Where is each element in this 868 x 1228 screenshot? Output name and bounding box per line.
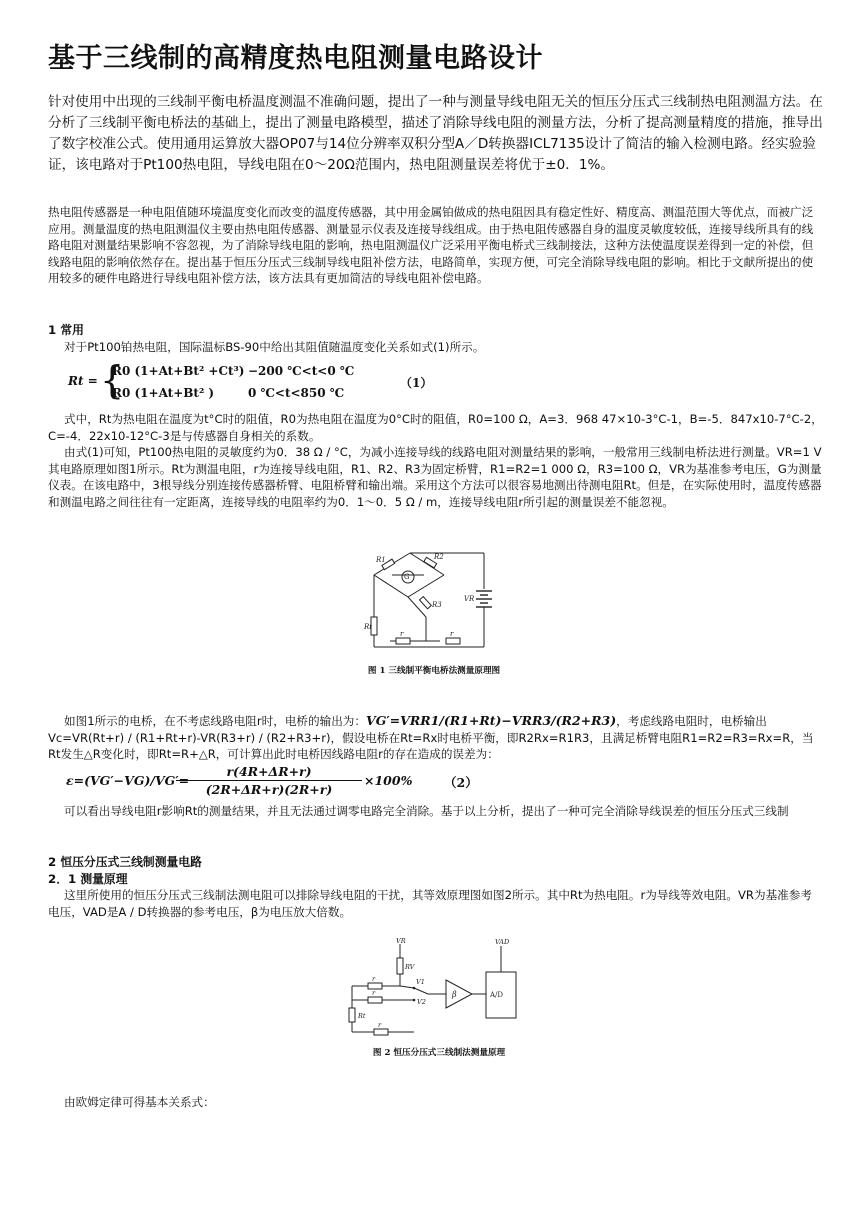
- section-1-para-3: 由式(1)可知，Pt100热电阻的灵敏度约为0．38 Ω / °C，为减小连接导线的线路电阻对测量结果的影响，一般常用三线制电桥法进行测量。VR=1 V其电路原理如图1所示。Rt为测温电阻，r为连接导线电阻，R1、R2、R3为固定桥臂，R1=R2=1 000 Ω，R3=100 Ω，VR为基准参考电压，G为测量仪表。在该电路中，3根导线分别连接传感器桥臂、电阻桥臂和输出端。采用这个方法可以很容易地测出待测电阻Rt。但是，在实际使用时，温度传感器和测温电路之间往往有一定距离，连接导线的电阻率约为0．1～0．5 Ω / m，连接导线电阻r所引起的测量误差不能忽视。: [48, 445, 822, 509]
- section-1-para-1: 对于Pt100铂热电阻，国际温标BS-90中给出其阻值随温度变化关系如式(1)所示。: [64, 339, 485, 354]
- section-2-para-1: 这里所使用的恒压分压式三线制法测电阻可以排除导线电阻的干扰，其等效原理图如图2所示。其中Rt为热电阻。r为导线等效电阻。VR为基准参考电压，VAD是A / D转换器的参考电压，β为电压放大倍数。: [48, 888, 812, 919]
- figure-2-label-vr: VR: [396, 937, 406, 945]
- equation-1: [66, 360, 466, 408]
- equation-1-brace: {: [100, 358, 125, 402]
- figure-2-label-r-3: r: [378, 1021, 382, 1029]
- equation-2-tail: ×100%: [364, 773, 413, 788]
- figure-2-label-rt: Rt: [358, 1012, 366, 1020]
- figure-1-label-r1: R1: [376, 556, 386, 564]
- section-1-para-2: 式中，Rt为热电阻在温度为t°C时的阻值，R0为热电阻在温度为0°C时的阻值，R0=100 Ω，A=3．968 47×10-3°C-1，B=-5．847x10-7°C-2，C=-4．22x10-12°C-3是与传感器自身相关的系数。: [48, 412, 823, 443]
- section-1-para-4-pre: 如图1所示的电桥，在不考虑线路电阻r时，电桥的输出为：: [64, 714, 366, 728]
- figure-1-label-rt: Rt: [364, 623, 373, 631]
- section-2-heading: 2 恒压分压式三线制测量电路: [48, 855, 202, 869]
- equation-1-lhs: Rt =: [68, 374, 98, 388]
- equation-1-number: （1）: [400, 376, 433, 390]
- introduction-paragraph: 热电阻传感器是一种电阻值随环境温度变化而改变的温度传感器，其中用金属铂做成的热电阻因具有稳定性好、精度高、测温范围大等优点，而被广泛应用。测量温度的热电阻测温仪主要由热电阻传感器、测量显示仪表及连接导线组成。由于热电阻传感器自身的温度灵敏度较低，连接导线所具有的线路电阻对测量结果影响不容忽视，为了消除导线电阻的影响，热电阻测温仪广泛采用平衡电桥式三线制接法，这种方法使温度误差得到一定的补偿，但线路电阻的影响依然存在。提出基于恒压分压式三线制导线电阻补偿方法，电路简单，实现方便，可完全消除导线电阻的影响。相比于文献所提出的使用较多的硬件电路进行导线电阻补偿方法，该方法具有更加简洁的导线电阻补偿电路。: [48, 205, 814, 286]
- equation-1-row-2: R0 (1+At+Bt² ): [112, 386, 215, 400]
- figure-1-circuit: [344, 545, 524, 661]
- figure-1-label-g: G: [404, 573, 410, 581]
- figure-2-label-ad: A/D: [490, 991, 504, 999]
- equation-2-fraction: [176, 764, 362, 797]
- equation-2-number: （2）: [444, 775, 478, 790]
- section-1-bridge-analysis: [48, 713, 823, 763]
- section-1: [48, 322, 823, 355]
- equation-2-numerator: r(4R+ΔR+r): [176, 764, 362, 781]
- section-1-heading: 1 常用: [48, 323, 84, 337]
- equation-2-denominator: (2R+ΔR+r)(2R+r): [205, 782, 333, 797]
- figure-1-label-r2: R2: [434, 553, 444, 561]
- abstract: 针对使用中出现的三线制平衡电桥温度测温不准确问题，提出了一种与测量导线电阻无关的恒压分压式三线制热电阻测温方法。在分析了三线制平衡电桥法的基础上，提出了测量电路模型，描述了消除导线电阻的测量方法，分析了提高测量精度的措施，推导出了数字校准公式。使用通用运算放大器OP07与14位分辨率双积分型A／D转换器ICL7135设计了简洁的输入检测电路。经实验验证，该电路对于Pt100热电阻，导线电阻在0～20Ω范围内，热电阻测量误差将优于±0．1%。: [48, 94, 823, 173]
- section-2: [48, 854, 823, 920]
- figure-2-label-v2: V2: [417, 998, 426, 1006]
- figure-2-caption: 图 2 恒压分压式三线制法测量原理: [372, 1048, 506, 1058]
- figure-2-label-v1: V1: [416, 978, 425, 986]
- equation-1-condition-2: 0 ℃<t<850 ℃: [248, 386, 345, 400]
- figure-1-label-r-right: r: [450, 630, 454, 638]
- section-2-ohms-law: [48, 1094, 823, 1111]
- figure-1-label-r-left: r: [400, 630, 404, 638]
- section-2-para-2: 由欧姆定律可得基本关系式：: [64, 1095, 215, 1109]
- figure-2-label-r-2: r: [372, 989, 376, 997]
- section-1-body: [48, 411, 823, 511]
- figure-2-label-r-1: r: [372, 975, 376, 983]
- figure-2-label-beta: β: [452, 990, 457, 999]
- section-1-para-5: 可以看出导线电阻r影响Rt的测量结果，并且无法通过调零电路完全消除。基于以上分析，提出了一种可完全消除导线误差的恒压分压式三线制: [64, 804, 789, 818]
- section-1-para-4-post: ，考虑线路电阻时，电桥输出Vc=VR(Rt+r) / (R1+Rt+r)-VR(R3+r) / (R2+R3+r)，假设电桥在Rt=Rx时电桥平衡，即R2Rx=R1R3，且满足桥臂电阻R1=R2=R3=Rx=R，当Rt发生△R变化时，即Rt=R+△R，可计算出此时电桥因线路电阻r的存在造成的误差为：: [48, 714, 814, 762]
- figure-2: [344, 936, 534, 1058]
- figure-1-label-r3: R3: [432, 601, 442, 609]
- equation-1-row-1: R0 (1+At+Bt² +Ct³): [112, 364, 245, 378]
- figure-2-circuit: [344, 936, 534, 1042]
- paper-title: 基于三线制的高精度热电阻测量电路设计: [48, 43, 543, 74]
- figure-2-label-vad: VAD: [495, 938, 510, 946]
- figure-1-caption: 图 1 三线制平衡电桥法测量原理图: [367, 666, 501, 676]
- equation-1-condition-1: −200 ℃<t<0 ℃: [248, 364, 355, 378]
- bridge-output-formula: VG′=VRR1/(R1+Rt)−VRR3/(R2+R3): [366, 713, 617, 728]
- section-1-para-4: [48, 713, 823, 763]
- figure-1-label-vr: VR: [464, 595, 475, 603]
- section-1-conclusion: [48, 803, 823, 820]
- section-2-1-heading: 2．1 测量原理: [48, 871, 128, 886]
- equation-2-lhs: ε=(VG′−VG)/VG′=: [66, 773, 190, 788]
- figure-2-label-rv: RV: [405, 963, 415, 971]
- figure-1: [344, 545, 524, 676]
- equation-2: [66, 764, 486, 798]
